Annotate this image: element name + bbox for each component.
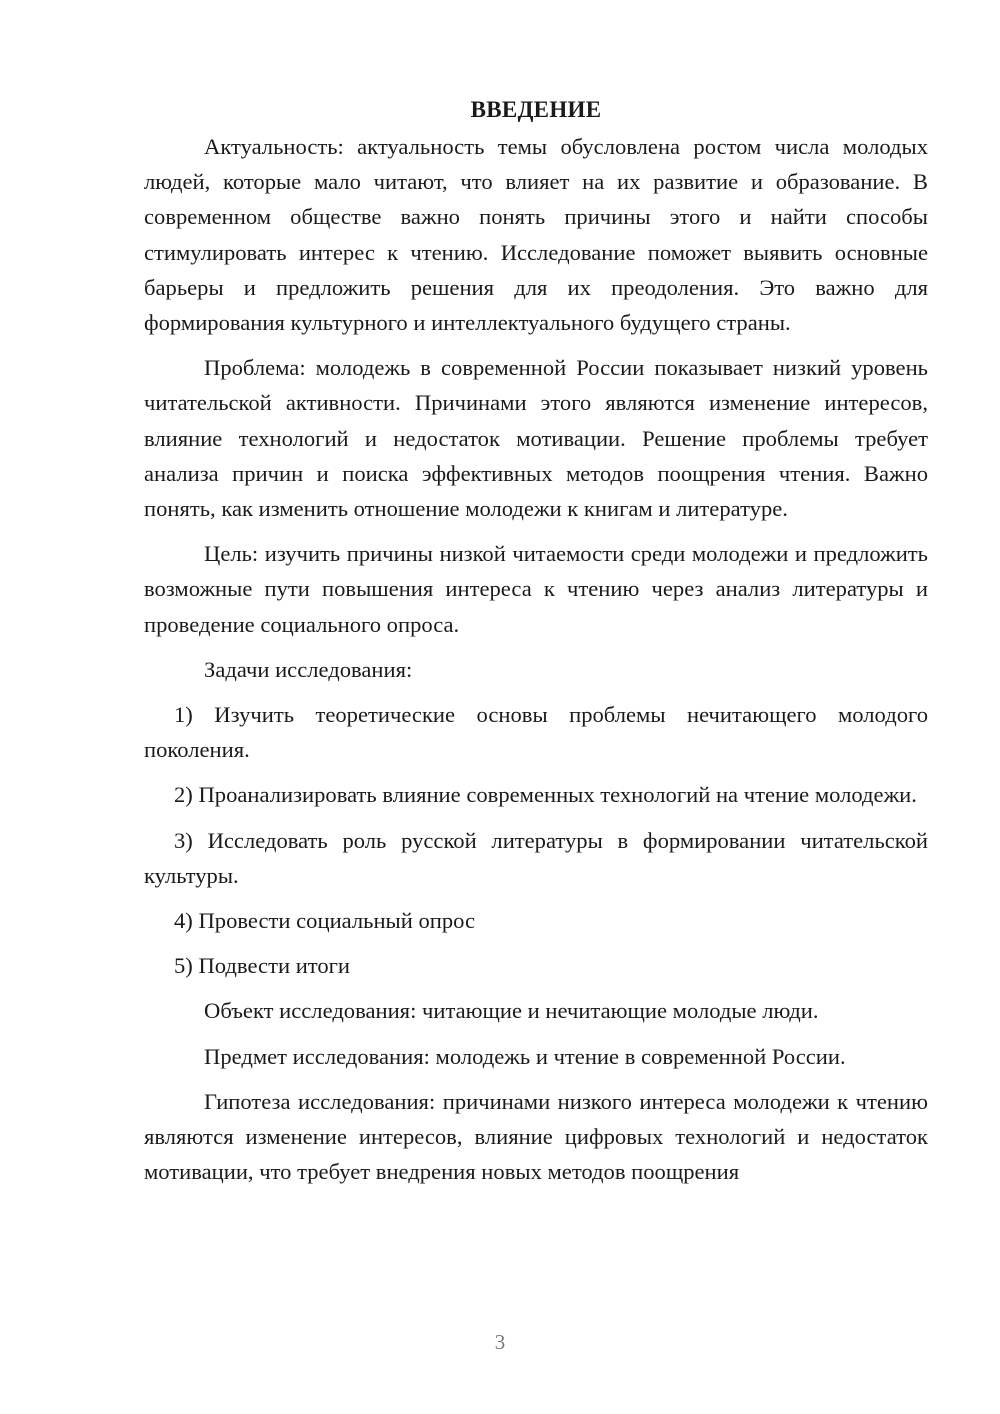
paragraph-problem: Проблема: молодежь в современной России показывает низкий уровень читательской активности. Причинами этого являются изменение интересов, влияние технологий и недостаток мотивации. Решение проблемы требует анализа причин и поиска эффективных методов поощрения чтения. Важно понять, как изменить отношение молодежи к книгам и литературе. bbox=[144, 355, 928, 522]
task-item-3: 3) Исследовать роль русской литературы в формировании читательской культуры. bbox=[144, 827, 928, 888]
task-item-4: 4) Провести социальный опрос bbox=[174, 908, 476, 934]
task-item-5: 5) Подвести итоги bbox=[174, 953, 351, 979]
task-item-2: 2) Проанализировать влияние современных технологий на чтение молодежи. bbox=[174, 782, 917, 808]
task-item-1: 1) Изучить теоретические основы проблемы нечитающего молодого поколения. bbox=[144, 702, 928, 763]
paragraph-goal: Цель: изучить причины низкой читаемости среди молодежи и предложить возможные пути повышения интереса к чтению через анализ литературы и проведение социального опроса. bbox=[144, 541, 928, 637]
tasks-title: Задачи исследования: bbox=[204, 656, 413, 682]
paragraph-object: Объект исследования: читающие и нечитающие молодые люди. bbox=[204, 998, 819, 1024]
paragraph-subject: Предмет исследования: молодежь и чтение в современной России. bbox=[204, 1043, 846, 1069]
paragraph-relevance: Актуальность: актуальность темы обусловлена ростом числа молодых людей, которые мало читают, что влияет на их развитие и образование. В современном обществе важно понять причины этого и найти способы стимулировать интерес к чтению. Исследование поможет выявить основные барьеры и предложить решения для их преодоления. Это важно для формирования культурного и интеллектуального будущего страны. bbox=[144, 134, 928, 336]
document-page bbox=[144, 92, 928, 1199]
section-heading: ВВЕДЕНИЕ bbox=[470, 97, 602, 122]
paragraph-hypothesis: Гипотеза исследования: причинами низкого интереса молодежи к чтению являются изменение интересов, влияние цифровых технологий и недостаток мотивации, что требует внедрения новых методов поощрения bbox=[144, 1088, 928, 1185]
page-number: 3 bbox=[494, 1330, 506, 1354]
